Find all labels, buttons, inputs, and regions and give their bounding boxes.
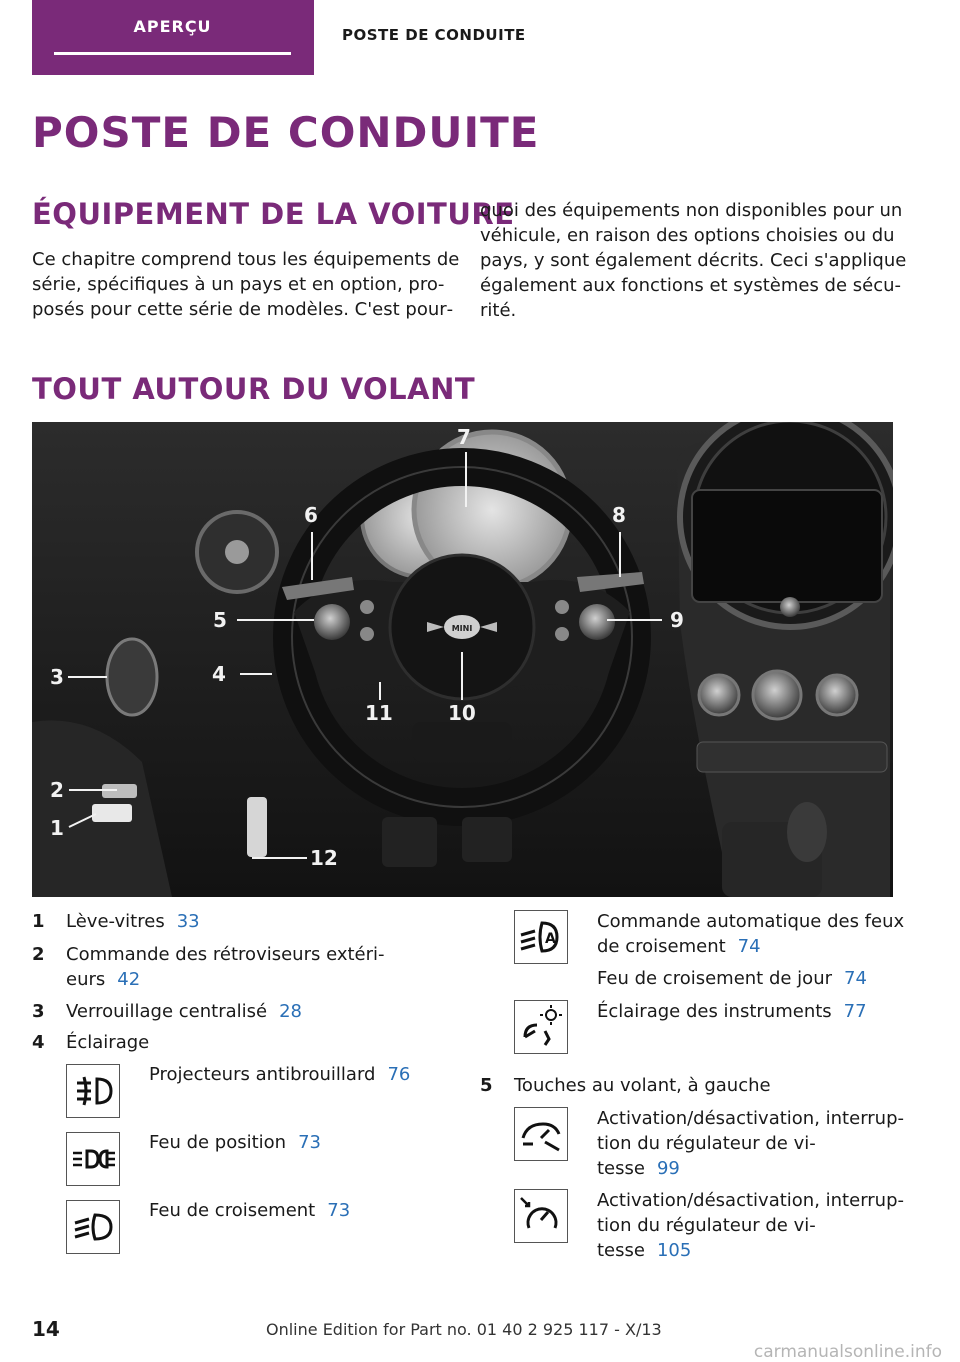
mini-logo-text: MINI — [451, 624, 473, 633]
auto-headlight-icon-graphic — [515, 911, 567, 963]
tab-poste-de-conduite[interactable]: POSTE DE CONDUITE — [342, 26, 526, 44]
callout-2: 2 — [50, 778, 64, 802]
page-ref-link[interactable]: 42 — [117, 969, 141, 990]
section1-col1-text — [32, 247, 459, 322]
parking-light-icon — [66, 1132, 120, 1186]
legend-item-lighting: Éclairage — [66, 1032, 150, 1053]
text-line: rité. — [480, 300, 517, 321]
page-ref-link[interactable]: 28 — [279, 1001, 302, 1022]
legend-label: tesse — [597, 1158, 645, 1179]
speed-limiter-icon — [514, 1189, 568, 1243]
page-ref-link[interactable]: 99 — [656, 1158, 680, 1179]
legend-item-central-locking — [66, 999, 302, 1024]
legend-label: Activation/désactivation, interrup‐ — [597, 1190, 905, 1211]
legend-label: Verrouillage centralisé — [66, 1001, 268, 1022]
page-title: POSTE DE CONDUITE — [32, 108, 540, 157]
legend-label: Feu de croisement de jour — [597, 968, 833, 989]
low-beam-icon — [66, 1200, 120, 1254]
callout-8: 8 — [612, 503, 626, 527]
fog-light-icon-graphic — [67, 1065, 119, 1117]
tab-apercu[interactable]: APERÇU — [54, 0, 291, 55]
legend-label: eurs — [66, 969, 106, 990]
legend-sub-instrument — [597, 999, 867, 1024]
section-heading-equipement: ÉQUIPEMENT DE LA VOITURE — [32, 197, 515, 231]
section-heading-volant: TOUT AUTOUR DU VOLANT — [32, 372, 476, 406]
legend-num-4: 4 — [32, 1032, 45, 1053]
callout-5: 5 — [213, 608, 227, 632]
callout-7: 7 — [457, 425, 471, 449]
legend-sub-limiter — [597, 1188, 904, 1263]
legend-label: tion du régulateur de vi‐ — [597, 1215, 816, 1236]
cruise-control-icon — [514, 1107, 568, 1161]
edition-text: Online Edition for Part no. 01 40 2 925 117 - X/13 — [266, 1320, 662, 1339]
legend-num-1: 1 — [32, 911, 45, 932]
legend-num-5: 5 — [480, 1075, 493, 1096]
instrument-lighting-icon-graphic — [515, 1001, 567, 1053]
callout-11: 11 — [365, 701, 393, 725]
legend-item-lock-windows — [66, 909, 200, 934]
page-ref-link[interactable]: 76 — [387, 1064, 411, 1085]
legend-sub-fog — [149, 1062, 410, 1087]
legend-sub-parking — [149, 1130, 321, 1155]
text-line: série, spécifiques à un pays et en option, pro‐ — [32, 274, 445, 295]
text-line: pays, y sont également décrits. Ceci s'applique — [480, 250, 907, 271]
legend-label: Feu de croisement — [149, 1200, 316, 1221]
page-ref-link[interactable]: 73 — [327, 1200, 351, 1221]
text-line: Ce chapitre comprend tous les équipements de — [32, 249, 460, 270]
legend-label: Feu de position — [149, 1132, 287, 1153]
legend-sub-daytime — [597, 966, 867, 991]
text-line: véhicule, en raison des options choisies ou du — [480, 225, 895, 246]
callout-1: 1 — [50, 816, 64, 840]
text-line: posés pour cette série de modèles. C'est pour‐ — [32, 299, 454, 320]
legend-label: Éclairage des instruments — [597, 1001, 832, 1022]
legend-label: Lève-vitres — [66, 911, 165, 932]
text-line: quoi des équipements non disponibles pour un — [480, 200, 903, 221]
callout-3: 3 — [50, 665, 64, 689]
legend-item-mirrors — [66, 942, 385, 992]
legend-sub-cruise — [597, 1106, 904, 1181]
callout-12: 12 — [310, 846, 338, 870]
callout-10: 10 — [448, 701, 476, 725]
cockpit-illustration — [32, 422, 893, 897]
page-ref-link[interactable]: 74 — [844, 968, 867, 989]
callout-4: 4 — [212, 662, 226, 686]
page-ref-link[interactable]: 77 — [843, 1001, 867, 1022]
legend-sub-auto-headlight — [597, 909, 904, 959]
legend-num-3: 3 — [32, 1001, 45, 1022]
text-line: également aux fonctions et systèmes de sécu‐ — [480, 275, 902, 296]
low-beam-icon-graphic — [67, 1201, 119, 1253]
instrument-lighting-icon — [514, 1000, 568, 1054]
section1-col2-text — [480, 198, 906, 323]
legend-item-steering-buttons-left: Touches au volant, à gauche — [514, 1075, 771, 1096]
page-ref-link[interactable]: 33 — [176, 911, 200, 932]
page-ref-link[interactable]: 73 — [298, 1132, 321, 1153]
cruise-control-icon-graphic — [515, 1108, 567, 1160]
auto-headlight-icon — [514, 910, 568, 964]
cockpit-drawing — [32, 422, 893, 897]
legend-num-2: 2 — [32, 944, 45, 965]
legend-label: Projecteurs antibrouillard — [149, 1064, 376, 1085]
legend-label: de croisement — [597, 936, 726, 957]
legend-label: Commande des rétroviseurs extéri‐ — [66, 944, 385, 965]
parking-light-icon-graphic — [67, 1133, 119, 1185]
fog-light-icon — [66, 1064, 120, 1118]
callout-6: 6 — [304, 503, 318, 527]
legend-sub-low-beam — [149, 1198, 350, 1223]
page-ref-link[interactable]: 105 — [656, 1240, 692, 1261]
watermark: carmanualsonline.info — [753, 1342, 942, 1362]
header-tab-background — [32, 0, 314, 75]
legend-label: tesse — [597, 1240, 645, 1261]
legend-label: tion du régulateur de vi‐ — [597, 1133, 816, 1154]
page-ref-link[interactable]: 74 — [737, 936, 761, 957]
speed-limiter-icon-graphic — [515, 1190, 567, 1242]
callout-9: 9 — [670, 608, 684, 632]
legend-label: Activation/désactivation, interrup‐ — [597, 1108, 905, 1129]
page-number: 14 — [32, 1317, 60, 1341]
legend-label: Commande automatique des feux — [597, 911, 905, 932]
svg-text:A: A — [545, 931, 556, 947]
